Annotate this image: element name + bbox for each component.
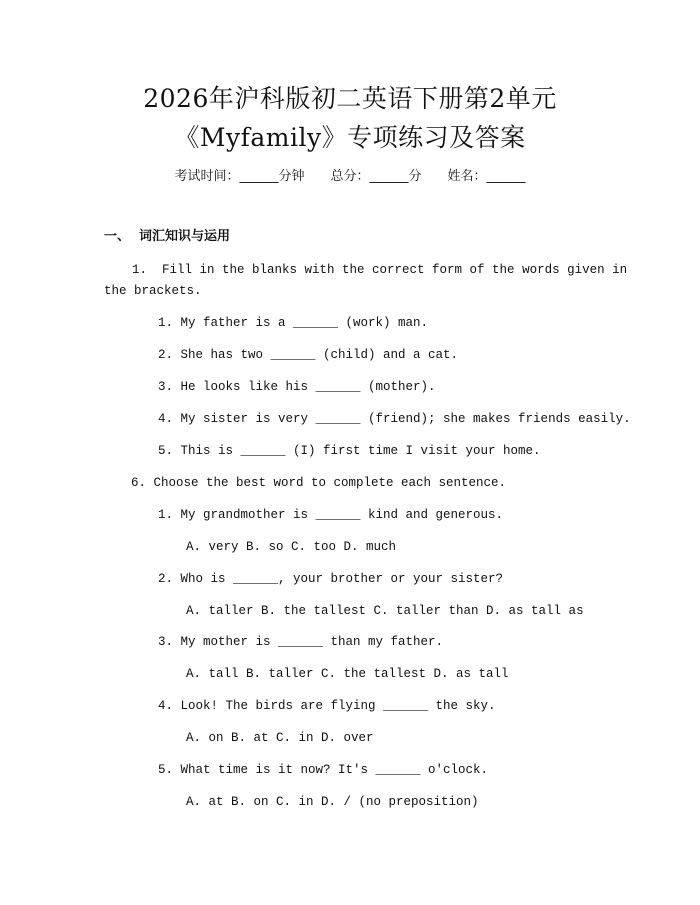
q6-options: A. at B. on C. in D. / (no preposition) (186, 795, 479, 809)
q6-instruction: 6. Choose the best word to complete each sentence. (131, 476, 507, 490)
q6-options: A. taller B. the tallest C. taller than D. as tall as (186, 604, 584, 618)
student-name-field: 姓名：______ (447, 169, 526, 184)
q6-question: 2. Who is ______, your brother or your sister? (158, 572, 504, 586)
exam-meta-row (0, 168, 700, 186)
q1-instruction-line2: the brackets. (104, 284, 202, 298)
q1-item: 2. She has two ______ (child) and a cat. (158, 348, 459, 362)
q1-item: 5. This is ______ (I) first time I visit your home. (158, 444, 541, 458)
q6-options: A. very B. so C. too D. much (186, 540, 397, 554)
total-score-field: 总分：______分 (330, 169, 422, 184)
q6-question: 5. What time is it now? It's ______ o'clock. (158, 763, 489, 777)
q6-options: A. on B. at C. in D. over (186, 731, 374, 745)
document-title-line2: 《Myfamily》专项练习及答案 (174, 123, 526, 152)
section-heading: 一、 词汇知识与运用 (104, 229, 231, 244)
q6-question: 4. Look! The birds are flying ______ the sky. (158, 699, 496, 713)
q1-item: 1. My father is a ______ (work) man. (158, 316, 429, 330)
q6-question: 3. My mother is ______ than my father. (158, 635, 444, 649)
exam-time-field: 考试时间：______分钟 (174, 169, 305, 184)
q1-instruction-line1: 1. Fill in the blanks with the correct form of the words given in (132, 263, 628, 277)
q6-question: 1. My grandmother is ______ kind and generous. (158, 508, 504, 522)
q1-item: 3. He looks like his ______ (mother). (158, 380, 436, 394)
document-title-line1: 2026年沪科版初二英语下册第2单元 (143, 84, 557, 113)
q6-options: A. tall B. taller C. the tallest D. as tall (186, 667, 509, 681)
q1-item: 4. My sister is very ______ (friend); she makes friends easily. (158, 412, 631, 426)
